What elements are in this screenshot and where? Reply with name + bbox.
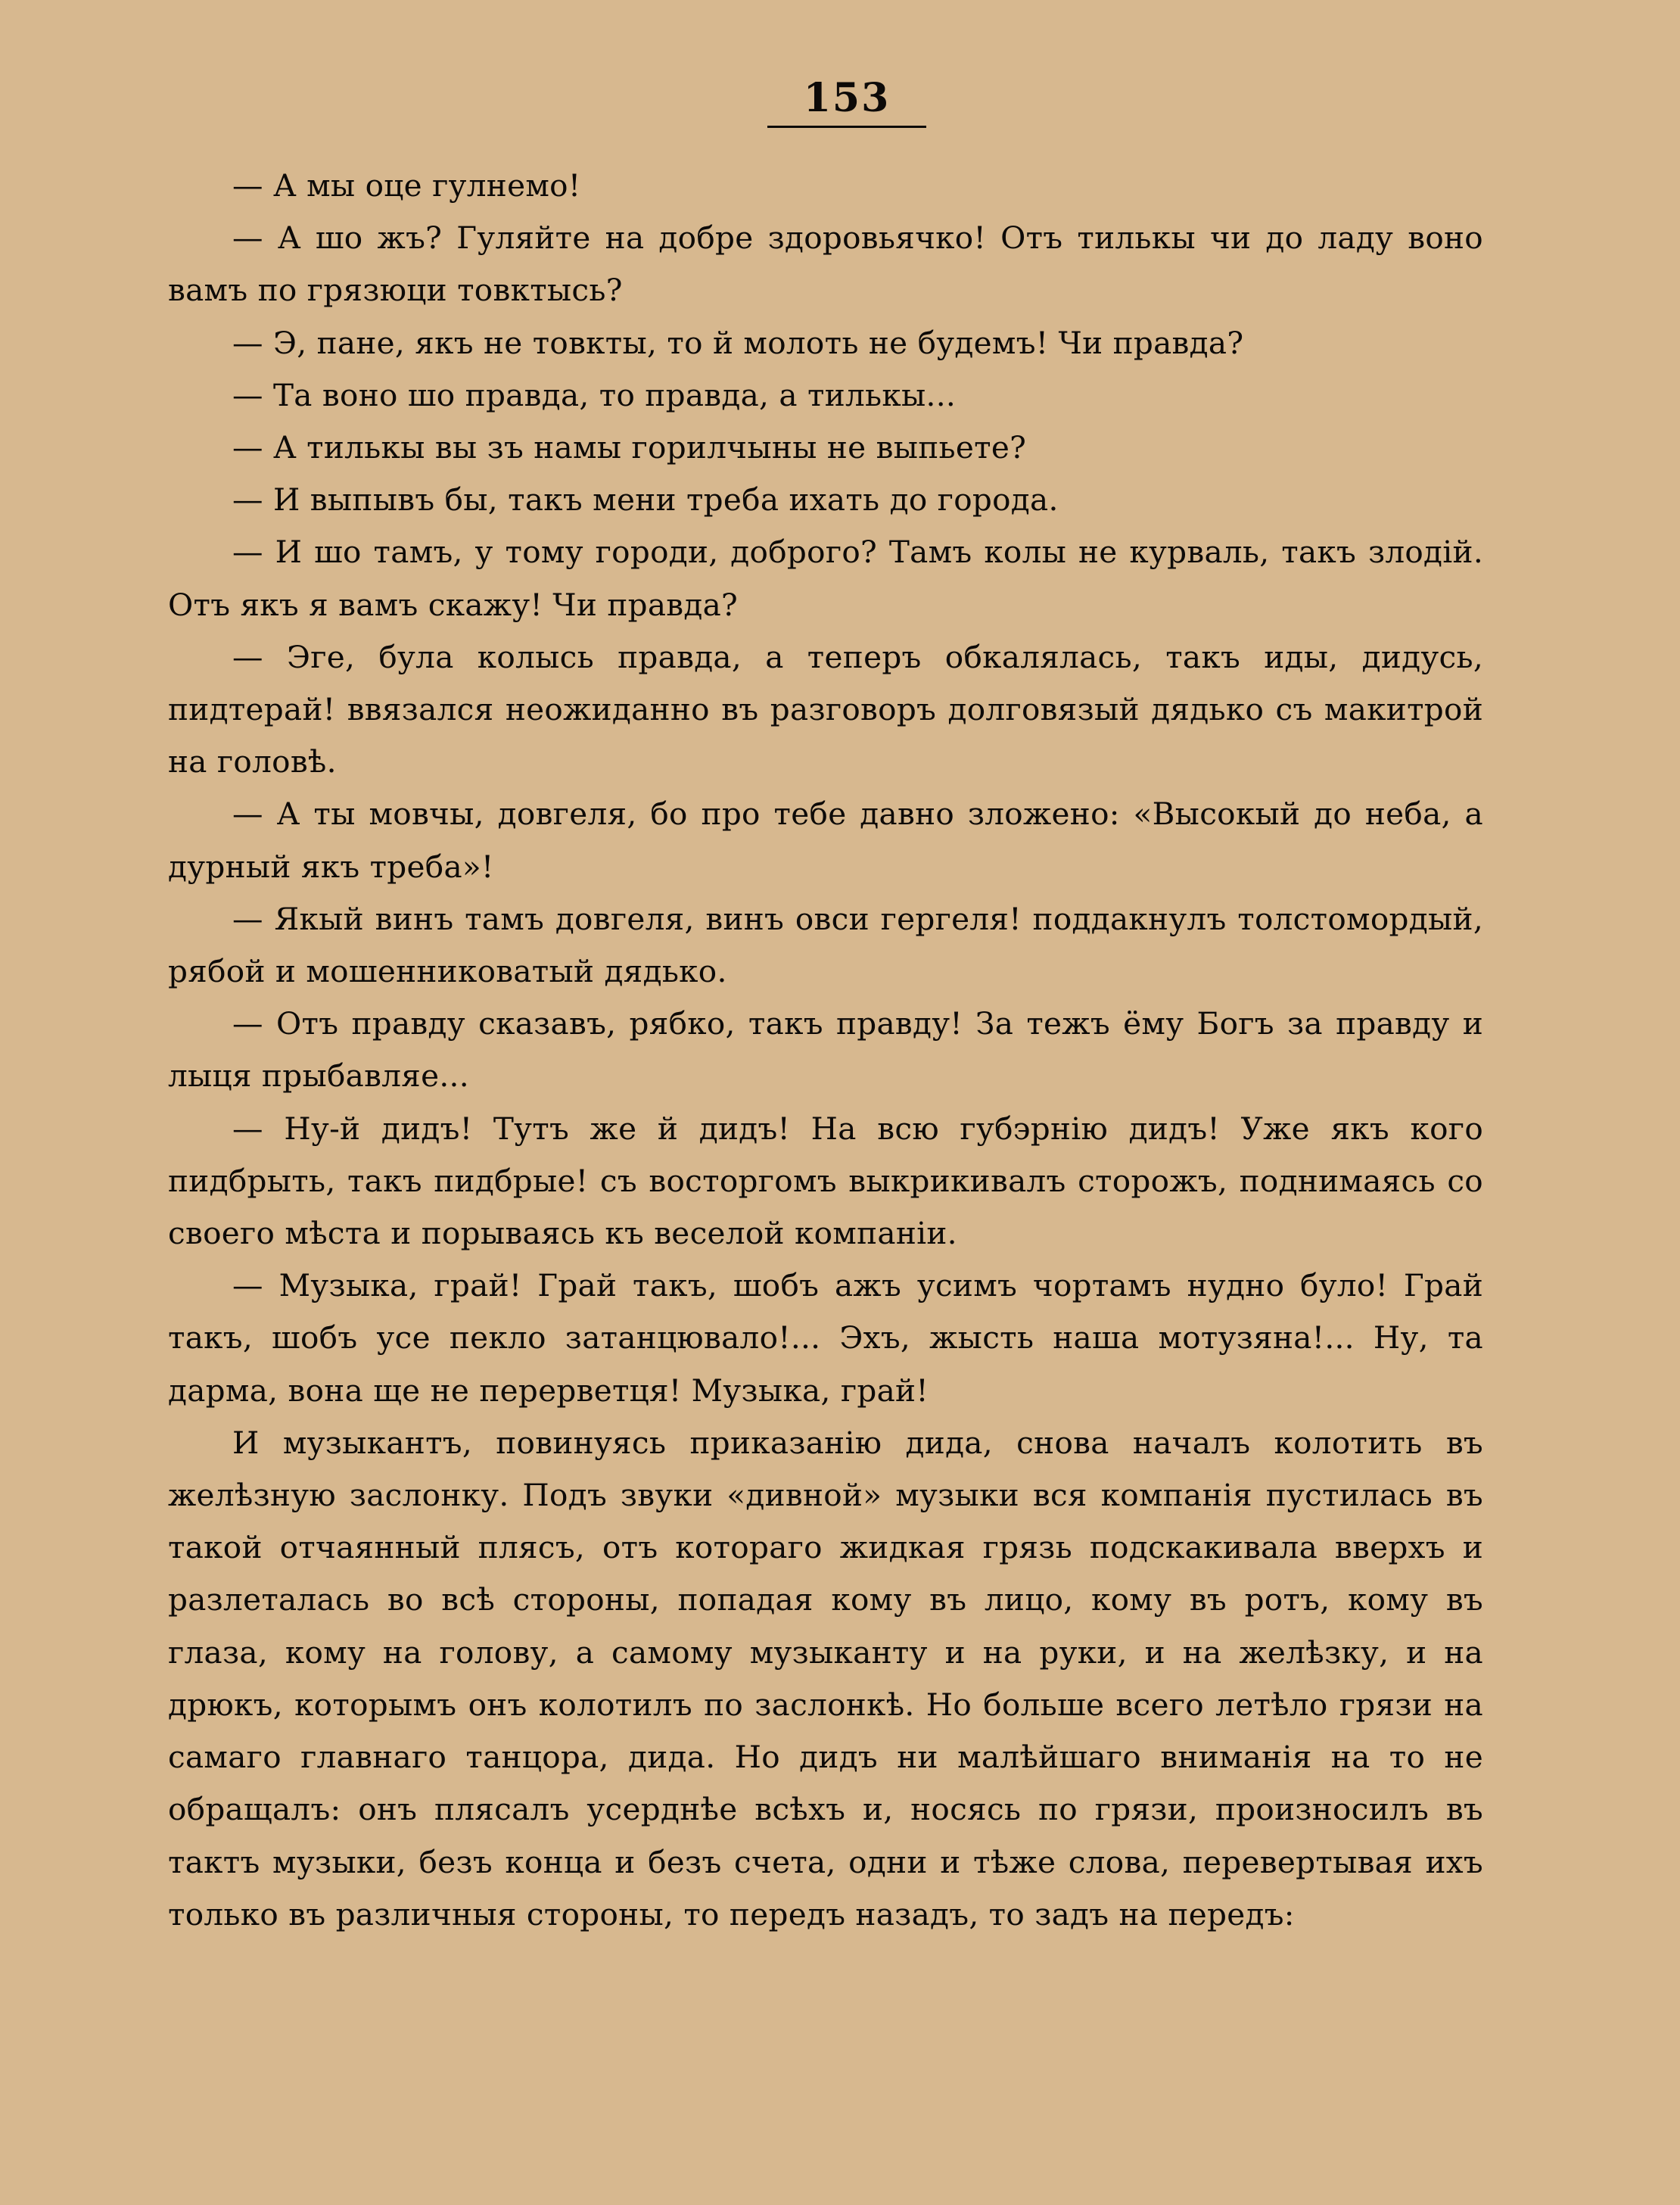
paragraph: — Та воно шо правда, то правда, а тилькы...	[232, 376, 957, 413]
page-number-rule	[767, 126, 926, 128]
paragraph: — А шо жъ? Гуляйте на добре здоровьячко! Отъ тилькы чи до ладу воно вамъ по грязюци товктысь?	[168, 220, 1483, 309]
paragraph: — Музыка, грай! Грай такъ, шобъ ажъ усимъ чортамъ нудно було! Грай такъ, шобъ усе пекло затанцювало!... Эхъ, жысть наша мотузяна!... Ну, та дарма, вона ще не перерветця! Музыка, грай!	[168, 1267, 1483, 1409]
paragraph: — Отъ правду сказавъ, рябко, такъ правду! За тежъ ёму Богъ за правду и лыця прыбавляе...	[168, 1005, 1483, 1095]
paragraph: — Эге, була колысь правда, а теперъ обкалялась, такъ иды, дидусь, пидтерай! ввязался неожиданно въ разговоръ долговязый дядько съ макитрой на головѣ.	[168, 638, 1483, 780]
book-page	[168, 76, 1483, 1941]
paragraph: — А ты мовчы, довгеля, бо про тебе давно зложено: «Высокый до неба, а дурный якъ треба»!	[168, 796, 1483, 885]
paragraph: — Э, пане, якъ не товкты, то й молоть не будемъ! Чи правда?	[232, 324, 1244, 361]
paragraph: — Ну-й дидъ! Тутъ же й дидъ! На всю губэрнію дидъ! Уже якъ кого пидбрыть, такъ пидбрые! съ восторгомъ выкрикивалъ сторожъ, поднимаясь со своего мѣста и порываясь къ веселой компаніи.	[168, 1110, 1483, 1252]
paragraph: — А мы оце гулнемо!	[232, 167, 581, 204]
paragraph: — И шо тамъ, у тому городи, доброго? Тамъ колы не курваль, такъ злодій. Отъ якъ я вамъ скажу! Чи правда?	[168, 534, 1483, 623]
paragraph: — Якый винъ тамъ довгеля, винъ овси гергеля! поддакнулъ толстомордый, рябой и мошенниковатый дядько.	[168, 900, 1483, 990]
paragraph: — А тилькы вы зъ намы горилчыны не выпьете?	[232, 429, 1027, 466]
paragraph: И музыкантъ, повинуясь приказанію дида, снова началъ колотить въ желѣзную заслонку. Подъ звуки «дивной» музыки вся компанія пустилась въ такой отчаянный плясъ, отъ котораго жидкая грязь подскакивала вверхъ и разлеталась во всѣ стороны, попадая кому въ лицо, кому въ ротъ, кому въ глаза, кому на голову, а самому музыканту и на руки, и на желѣзку, и на дрюкъ, которымъ онъ колотилъ по заслонкѣ. Но больше всего летѣло грязи на самаго главнаго танцора, дида. Но дидъ ни малѣйшаго вниманія на то не обращалъ: онъ плясалъ усерднѣе всѣхъ и, носясь по грязи, произносилъ въ тактъ музыки, безъ конца и безъ счета, одни и тѣже слова, перевертывая ихъ только въ различныя стороны, то передъ назадъ, то задъ на передъ:	[168, 1424, 1483, 1932]
page-number: 153	[803, 75, 891, 121]
paragraph: — И выпывъ бы, такъ мени треба ихать до города.	[232, 481, 1059, 519]
body-text	[168, 160, 1483, 1941]
